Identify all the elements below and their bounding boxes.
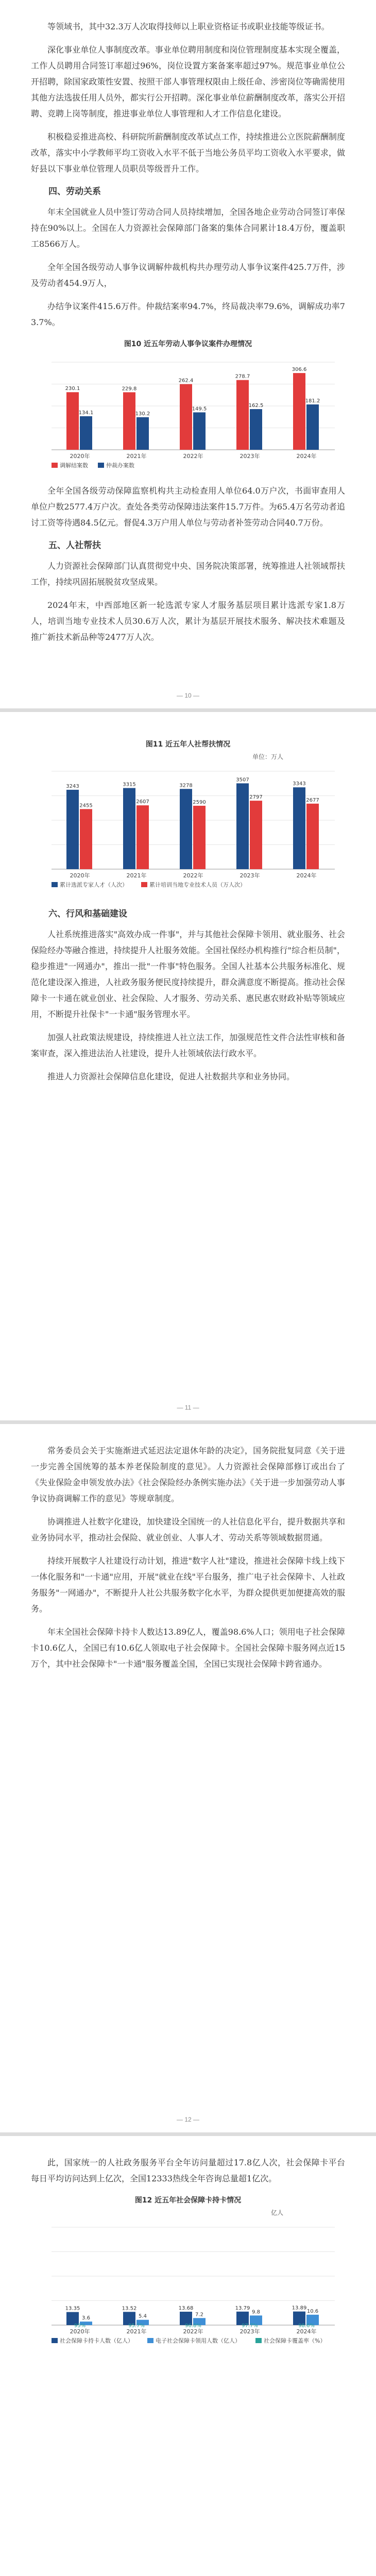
bar <box>250 801 262 869</box>
data-label: 3315 <box>123 782 136 788</box>
data-label: 3343 <box>293 781 306 787</box>
legend-label: 社会保障卡持卡人数（亿人） <box>60 2337 133 2344</box>
x-tick-label: 2021年 <box>126 2328 147 2335</box>
data-label: 306.6 <box>292 367 307 373</box>
figure-10-title: 图10 近五年劳动人事争议案件办理情况 <box>124 340 252 348</box>
bar <box>306 404 319 450</box>
page-3 <box>0 1424 376 2132</box>
page-4-content <box>31 2155 345 2368</box>
bar <box>193 806 206 869</box>
data-label: 13.52 <box>122 2306 137 2312</box>
x-tick-label: 2022年 <box>183 2328 203 2335</box>
section-heading-admin: 六、行风和基础建设 <box>48 909 127 919</box>
bar <box>293 373 305 450</box>
legend-label: 社会保障卡覆盖率（%） <box>264 2337 326 2344</box>
legend-label: 调解结案数 <box>60 462 88 469</box>
paragraph: 年末全国社会保障卡持卡人数达13.89亿人，覆盖98.6%人口；领用电子社会保障卡10.6亿人，全国已有10.6亿人领取电子社会保障卡。全国社会保障卡服务网点近15万个，其中社会保障卡"一卡通"服务覆盖全国，全国已实现社会保障卡跨省通办。 <box>31 1627 345 1669</box>
page-number: — 12 — <box>176 2116 199 2123</box>
figure-12-unit: 亿人 <box>270 2209 283 2216</box>
data-label: 3243 <box>66 783 79 789</box>
data-label: 2607 <box>136 799 149 805</box>
legend-swatch <box>255 2338 262 2343</box>
legend-swatch <box>52 2338 58 2343</box>
bar <box>293 787 305 869</box>
data-label: 9.8 <box>252 2309 260 2315</box>
bar <box>236 380 249 450</box>
bar <box>306 804 319 869</box>
data-label: 3.6 <box>82 2315 90 2321</box>
page-number: — 10 — <box>176 692 199 699</box>
data-label: 134.1 <box>78 410 94 416</box>
data-label: 2797 <box>249 794 263 801</box>
bar <box>123 392 135 450</box>
data-label: 230.1 <box>65 386 80 392</box>
figure-11-unit: 单位：万人 <box>252 753 283 760</box>
x-tick-label: 2020年 <box>70 453 90 460</box>
page-2-content <box>31 731 345 1092</box>
data-label: 181.2 <box>305 398 320 404</box>
legend-label: 电子社会保障卡领用人数（亿人） <box>156 2337 241 2344</box>
data-label: 149.5 <box>192 406 207 412</box>
bar <box>236 783 249 869</box>
data-label: 95% <box>74 2323 86 2329</box>
data-label: 13.89 <box>292 2305 307 2311</box>
legend-label: 累计选派专家人才（人次） <box>60 882 128 888</box>
paragraph: 常务委员会关于实施渐进式延迟法定退休年龄的决定》，国务院批复同意《关于进一步完善全国统筹的基本养老保险制度的意见》。人力资源社会保障部修订或出台了《失业保险金申领发放办法》《社会保险经办条例实施办法》《关于进一步加强劳动人事争议协商调解工作的意见》等规章制度。 <box>31 1446 345 1503</box>
x-tick-label: 2022年 <box>183 872 203 879</box>
bar <box>180 384 192 450</box>
paragraph: 人力资源社会保障部门认真贯彻党中央、国务院决策部署，统筹推进人社领域帮扶工作，持续巩固拓展脱贫攻坚成果。 <box>31 561 345 587</box>
figure-12-title: 图12 近五年社会保障卡持卡情况 <box>134 2196 242 2205</box>
figure-11-chart <box>31 761 345 900</box>
section-heading-talent: 五、人社帮扶 <box>48 540 101 551</box>
x-tick-label: 2024年 <box>296 872 317 879</box>
figure-12-chart <box>31 2217 345 2366</box>
page-2 <box>0 712 376 1420</box>
bar <box>180 789 192 869</box>
paragraph: 此，国家统一的人社政务服务平台全年访问量超过17.8亿人次，社会保障卡平台每日平均访问达到上亿次，全国12333热线全年咨询总量超1亿次。 <box>31 2158 345 2183</box>
paragraph: 推进人力资源社会保障信息化建设，促进人社数据共享和业务协同。 <box>47 1072 295 1081</box>
page-4 <box>0 2136 376 2576</box>
figure-11-title: 图11 近五年人社帮扶情况 <box>145 740 231 749</box>
data-label: 7.2 <box>195 2312 203 2318</box>
paragraph: 全年全国各级劳动保障监察机构共主动检查用人单位64.0万户次，书面审查用人单位户数2577.4万户次。查处各类劳动保障违法案件15.7万件。为65.4万名劳动者追讨工资等待遇84.5亿元。督促4.3万户用人单位与劳动者补签劳动合同40.7万份。 <box>31 486 345 528</box>
x-tick-label: 2023年 <box>240 872 260 879</box>
data-label: 13.68 <box>178 2306 194 2312</box>
x-tick-label: 2024年 <box>296 453 317 460</box>
data-label: 162.5 <box>248 403 264 409</box>
bar <box>80 416 92 450</box>
legend-swatch <box>147 2338 153 2343</box>
x-tick-label: 2021年 <box>126 453 147 460</box>
page-number: — 11 — <box>177 1404 199 1411</box>
paragraph: 办结争议案件415.6万件。仲裁结案率94.7%，终局裁决率79.6%，调解成功率73.7%。 <box>31 301 345 327</box>
data-label: 229.8 <box>122 386 137 392</box>
legend-swatch <box>141 882 147 887</box>
legend-swatch <box>98 463 104 468</box>
data-label: 5.4 <box>139 2313 147 2319</box>
legend-label: 累计培训当地专业技术人员（万人次） <box>149 882 246 888</box>
data-label: 98.6% <box>298 2323 315 2329</box>
x-tick-label: 2023年 <box>240 2328 260 2335</box>
data-label: 95.7% <box>128 2323 145 2329</box>
data-label: 3507 <box>236 777 249 783</box>
data-label: 2677 <box>306 797 319 803</box>
section-heading-labor: 四、劳动关系 <box>48 187 101 197</box>
paragraph: 2024年末，中西部地区新一轮选派专家人才服务基层项目累计选派专家1.8万人，培训当地专业技术人员30.6万人次，累计为基层开展技术服务、解决技术难题及推广新技术新品种等2477万人次。 <box>31 600 345 642</box>
data-label: 13.35 <box>65 2306 80 2312</box>
paragraph: 全年全国各级劳动人事争议调解仲裁机构共办理劳动人事争议案件425.7万件，涉及劳动者454.9万人， <box>31 262 345 288</box>
bar <box>123 788 135 869</box>
x-tick-label: 2020年 <box>70 872 90 879</box>
figure-10-chart <box>31 352 345 481</box>
data-label: 97.7% <box>242 2323 258 2329</box>
paragraph: 加强人社政策法规建设，持续推进人社立法工作，加强规范性文件合法性审核和备案审查，深入推进法治人社建设，提升人社领域依法行政水平。 <box>31 1032 345 1058</box>
paragraph: 深化事业单位人事制度改革。事业单位聘用制度和岗位管理制度基本实现全覆盖，工作人员聘用合同签订率超过96%，岗位设置方案备案率超过97%。规范事业单位公开招聘，除国家政策性安置、按照干部人事管理权限由上级任命、涉密岗位等确需使用其他方法选拔任用人员外，都实行公开招聘。深化事业单位薪酬制度改革，落实公开招聘、竞聘上岗等制度，推进事业单位人事管理和人才工作信息化建设。 <box>31 45 345 118</box>
x-tick-label: 2021年 <box>126 872 147 879</box>
legend-swatch <box>52 882 58 887</box>
x-tick-label: 2023年 <box>240 453 260 460</box>
data-label: 130.2 <box>135 411 150 417</box>
paragraph: 协调推进人社数字化建设，加快建设全国统一的人社信息化平台，提升数据共享和业务协同水平，推动社会保险、就业创业、人事人才、劳动关系等领域数据贯通。 <box>31 1517 345 1543</box>
paragraph: 持续开展数字人社建设行动计划，推进"数字人社"建设，推进社会保障卡线上线下一体化服务和"一卡通"应用，开展"就业在线"平台服务，推广电子社会保障卡、人社政务服务"一网通办"，不断提升人社公共服务数字化水平，为群众提供更加便捷高效的服务。 <box>31 1556 345 1614</box>
paragraph: 等领域书，其中32.3万人次取得技师以上职业资格证书或职业技能等级证书。 <box>47 22 330 31</box>
legend-swatch <box>52 463 58 468</box>
data-label: 2590 <box>193 799 206 805</box>
page-3-content <box>31 1443 345 1679</box>
paragraph: 年末全国就业人员中签订劳动合同人员持续增加，全国各地企业劳动合同签订率保持在90%以上。全国在人力资源社会保障部门备案的集体合同累计18.4万份，覆盖职工8566万人。 <box>31 207 345 249</box>
data-label: 10.6 <box>306 2308 319 2314</box>
x-tick-label: 2020年 <box>70 2328 90 2335</box>
data-label: 262.4 <box>178 378 194 384</box>
bar <box>136 805 149 869</box>
bar <box>250 409 262 450</box>
bar <box>66 790 79 869</box>
x-tick-label: 2022年 <box>183 453 203 460</box>
page-1-content <box>31 19 345 652</box>
paragraph: 积极稳妥推进高校、科研院所薪酬制度改革试点工作，持续推进公立医院薪酬制度改革，落实中小学教师平均工资收入水平不低于当地公务员平均工资收入水平要求，做好县以下事业单位管理人员职员等级晋升工作。 <box>31 132 345 174</box>
data-label: 96.8% <box>185 2323 201 2329</box>
bar <box>136 417 149 450</box>
data-label: 2455 <box>79 803 93 809</box>
data-label: 278.7 <box>235 374 250 380</box>
data-label: 3278 <box>179 783 193 789</box>
page-1 <box>0 0 376 708</box>
bar <box>66 392 79 450</box>
paragraph: 人社系统推进落实"高效办成一件事"，并与其他社会保障卡领用、就业服务、社会保险经办等融合推进，持续提升人社服务效能。全国社保经办机构推行"综合柜员制"，稳步推进"一网通办"，推出一批"一件事"特色服务。全国人社基本公共服务标准化、规范化建设深入推进，人社政务服务便民度持续提升，群众满意度不断提高。推动社会保障卡一卡通在就业创业、社会保险、人才服务、劳动关系、惠民惠农财政补贴等领域应用，不断提升社保卡"一卡通"服务管理水平。 <box>31 929 345 1019</box>
bar <box>80 809 92 869</box>
x-tick-label: 2024年 <box>296 2328 317 2335</box>
legend-label: 仲裁办案数 <box>106 462 134 469</box>
data-label: 13.79 <box>235 2305 250 2311</box>
bar <box>193 412 206 450</box>
